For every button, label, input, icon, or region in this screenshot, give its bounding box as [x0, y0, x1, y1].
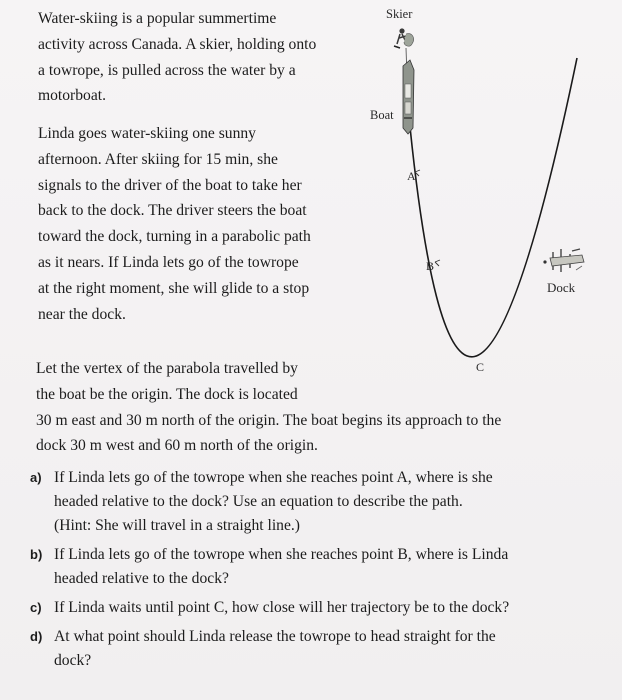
boat-figure-icon [403, 60, 414, 134]
question-list [30, 466, 509, 678]
text-line: 30 m east and 30 m north of the origin. The boat begins its approach to the [36, 411, 502, 429]
point-b-marker [435, 260, 440, 266]
text-line: Let the vertex of the parabola travelled by [36, 360, 298, 377]
question-letter: c) [30, 600, 42, 615]
text-line: Water-skiing is a popular summertime [38, 10, 277, 27]
dock-label: Dock [547, 280, 576, 295]
question-c [30, 596, 509, 620]
text-line: Linda goes water-skiing one sunny [38, 125, 256, 142]
point-a-label: A [407, 169, 416, 183]
text-line: dock? [54, 652, 92, 669]
question-d [30, 625, 509, 673]
boat-path-curve [407, 58, 577, 357]
text-line: afternoon. After skiing for 15 min, she [38, 150, 278, 168]
story-paragraph [38, 121, 311, 327]
point-b-label: B [426, 259, 435, 273]
question-a [30, 466, 509, 538]
text-line: (Hint: She will travel in a straight line.) [54, 517, 300, 534]
intro-paragraph [38, 6, 316, 109]
text-line: dock 30 m west and 60 m north of the origin. [36, 437, 318, 455]
text-line: If Linda waits until point C, how close will her trajectory be to the dock? [54, 599, 510, 616]
text-line: If Linda lets go of the towrope when she reaches point B, where is Linda [54, 546, 509, 563]
parabola-diagram [350, 0, 622, 380]
text-line: headed relative to the dock? Use an equation to describe the path. [54, 493, 463, 510]
boat-label: Boat [370, 108, 394, 122]
text-line: headed relative to the dock? [54, 570, 229, 587]
text-line: at the right moment, she will glide to a stop [38, 279, 310, 297]
skier-label: Skier [386, 7, 413, 21]
text-line: as it nears. If Linda lets go of the towrope [38, 253, 299, 271]
text-line: back to the dock. The driver steers the boat [38, 202, 307, 220]
dock-figure-icon [543, 249, 584, 272]
text-line: a towrope, is pulled across the water by a [38, 61, 296, 79]
text-line: the boat be the origin. The dock is located [36, 385, 298, 403]
question-letter: a) [30, 470, 42, 485]
text-line: At what point should Linda release the towrope to head straight for the [54, 628, 496, 645]
question-letter: b) [30, 547, 43, 562]
question-b [30, 543, 509, 591]
text-line: activity across Canada. A skier, holding onto [38, 35, 317, 53]
text-line: motorboat. [38, 87, 106, 105]
text-line: near the dock. [38, 305, 126, 323]
question-letter: d) [30, 629, 43, 644]
skier-figure-icon [394, 28, 414, 48]
text-line: signals to the driver of the boat to take her [38, 176, 302, 194]
point-c-label: C [476, 360, 485, 374]
text-line: If Linda lets go of the towrope when she reaches point A, where is she [54, 469, 493, 486]
text-line: toward the dock, turning in a parabolic path [38, 228, 311, 246]
